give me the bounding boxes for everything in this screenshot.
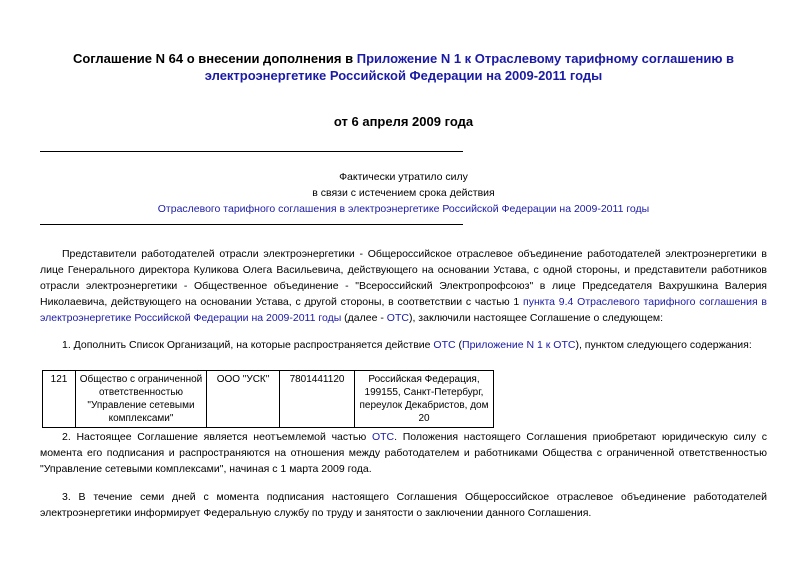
cell-number: 121 — [43, 371, 76, 428]
notice-line-1: Фактически утратило силу — [339, 171, 468, 183]
document-title — [40, 50, 767, 84]
bottom-divider — [40, 224, 463, 225]
intro-text-2: (далее - — [341, 312, 387, 324]
intro-ots-link[interactable]: ОТС — [386, 312, 409, 324]
title-prefix: Соглашение N 64 о внесении дополнения в — [72, 51, 357, 66]
cell-org-name: Общество с ограниченной ответственностью "Управление сетевыми комплексами" — [76, 371, 207, 428]
intro-paragraph — [40, 246, 767, 326]
notice-agreement-link[interactable]: Отраслевого тарифного соглашения в электроэнергетике Российской Федерации на 2009-2011 годы — [157, 203, 650, 215]
cell-address: Российская Федерация, 199155, Санкт-Петербург, переулок Декабристов, дом 20 — [355, 371, 494, 428]
intro-clause-link[interactable]: пункта 9.4 Отраслевого тарифного соглашения в электроэнергетике Российской Федерации на 2009-2011 годы — [40, 296, 768, 324]
intro-text-3: ), заключили настоящее Соглашение о следующем: — [408, 312, 664, 324]
item-1-text-3: ), пунктом следующего содержания: — [575, 339, 752, 351]
item-1-text-2: ( — [455, 339, 463, 351]
title-appendix-link[interactable]: Приложение N 1 к Отраслевому тарифному соглашению в электроэнергетике Российской Федерации на 2009-2011 годы — [204, 51, 735, 83]
status-notice — [40, 169, 767, 217]
table-row — [43, 371, 494, 428]
organization-table — [42, 370, 494, 428]
item-3-paragraph: 3. В течение семи дней с момента подписания настоящего Соглашения Общероссийское отраслевое объединение работодателей электроэнергетики информирует Федеральную службу по труду и занятости о заключении данного Соглашения. — [40, 491, 767, 519]
item-1-appendix-link[interactable]: Приложение N 1 к ОТС — [462, 339, 576, 351]
item-2-paragraph — [40, 429, 767, 477]
intro-text-1: Представители работодателей отрасли электроэнергетики - Общероссийское отраслевое объединение работодателей электроэнергетики в лице Генерального директора Куликова Олега Васильевича, действующего на основании Устава, с одной стороны, и представители работников отрасли электроэнергетики - Общественное объединение - "Всероссийский Электропрофсоюз" в лице Председателя Вахрушкина Валерия Николаевича, действующего на основании Устава, с другой стороны, в соответствии с частью 1 — [40, 248, 767, 308]
top-divider — [40, 151, 463, 152]
item-2-text-2: . Положения настоящего Соглашения приобретают юридическую силу с момента его подписания и распространяются на отношения между работодателем и работниками Общества с ограниченной ответственностью "Управление сетевыми комплексами", начиная с 1 марта 2009 года. — [40, 431, 767, 475]
item-1-text-1: 1. Дополнить Список Организаций, на которые распространяется действие — [62, 339, 434, 351]
item-1-ots-link[interactable]: ОТС — [433, 339, 456, 351]
cell-short-name: ООО "УСК" — [207, 371, 280, 428]
item-2-text-1: 2. Настоящее Соглашение является неотъемлемой частью — [62, 431, 372, 443]
cell-inn: 7801441120 — [280, 371, 355, 428]
item-1-paragraph — [40, 337, 767, 353]
document-date: от 6 апреля 2009 года — [333, 114, 474, 129]
item-2-ots-link[interactable]: ОТС — [371, 431, 395, 443]
notice-line-2: в связи с истечением срока действия — [312, 187, 495, 199]
